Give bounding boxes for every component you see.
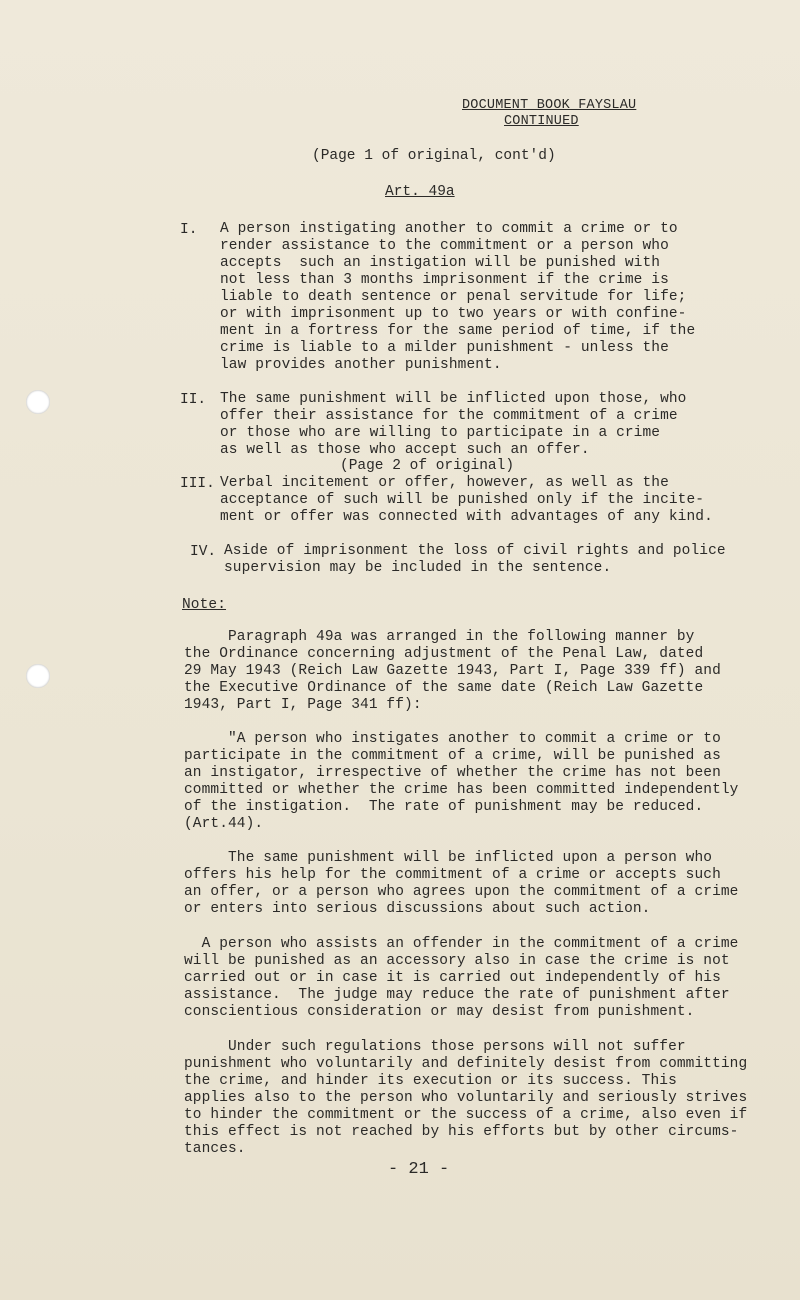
- article-title: Art. 49a: [385, 184, 455, 200]
- header-line-2: CONTINUED: [504, 114, 579, 129]
- text-line: liable to death sentence or penal servitude for life;: [220, 289, 687, 305]
- text-line: A person who assists an offender in the commitment of a crime: [184, 936, 739, 952]
- punch-hole: [26, 390, 50, 414]
- text-line: ment or offer was connected with advantages of any kind.: [220, 509, 713, 525]
- text-line: or with imprisonment up to two years or with confine-: [220, 306, 687, 322]
- text-line: law provides another punishment.: [220, 357, 502, 373]
- text-line: this effect is not reached by his efforts but by other circums-: [184, 1124, 739, 1140]
- text-line: offers his help for the commitment of a crime or accepts such: [184, 867, 721, 883]
- text-line: supervision may be included in the sentence.: [224, 560, 612, 576]
- section-numeral: III.: [180, 476, 215, 492]
- section-numeral: I.: [180, 222, 198, 238]
- text-line: tances.: [184, 1141, 246, 1157]
- text-line: Verbal incitement or offer, however, as well as the: [220, 475, 669, 491]
- text-line: 1943, Part I, Page 341 ff):: [184, 697, 422, 713]
- text-line: accepts such an instigation will be punished with: [220, 255, 661, 271]
- page-2-reference: (Page 2 of original): [340, 458, 515, 474]
- text-line: committed or whether the crime has been committed independently: [184, 782, 739, 798]
- section-numeral: IV.: [190, 544, 217, 560]
- text-line: an offer, or a person who agrees upon the commitment of a crime: [184, 884, 739, 900]
- text-line: of the instigation. The rate of punishment may be reduced.: [184, 799, 704, 815]
- text-line: the Executive Ordinance of the same date (Reich Law Gazette: [184, 680, 704, 696]
- text-line: or those who are willing to participate in a crime: [220, 425, 661, 441]
- note-heading: Note:: [182, 597, 227, 613]
- text-line: Paragraph 49a was arranged in the following manner by: [184, 629, 695, 645]
- text-line: the Ordinance concerning adjustment of the Penal Law, dated: [184, 646, 704, 662]
- text-line: acceptance of such will be punished only if the incite-: [220, 492, 705, 508]
- text-line: ment in a fortress for the same period of time, if the: [220, 323, 696, 339]
- text-line: The same punishment will be inflicted upon a person who: [184, 850, 713, 866]
- text-line: carried out or in case it is carried out independently of his: [184, 970, 721, 986]
- page-number: - 21 -: [388, 1160, 450, 1179]
- text-line: an instigator, irrespective of whether the crime has not been: [184, 765, 721, 781]
- text-line: to hinder the commitment or the success of a crime, also even if: [184, 1107, 748, 1123]
- header-line-1: DOCUMENT BOOK FAYSLAU: [462, 98, 637, 113]
- text-line: Under such regulations those persons will not suffer: [184, 1039, 686, 1055]
- text-line: Aside of imprisonment the loss of civil rights and police: [224, 543, 726, 559]
- punch-hole: [26, 664, 50, 688]
- text-line: the crime, and hinder its execution or its success. This: [184, 1073, 677, 1089]
- text-line: (Art.44).: [184, 816, 264, 832]
- text-line: A person instigating another to commit a crime or to: [220, 221, 678, 237]
- page-reference: (Page 1 of original, cont'd): [312, 148, 556, 164]
- text-line: The same punishment will be inflicted upon those, who: [220, 391, 687, 407]
- section-numeral: II.: [180, 392, 207, 408]
- text-line: conscientious consideration or may desist from punishment.: [184, 1004, 695, 1020]
- text-line: applies also to the person who voluntarily and seriously strives: [184, 1090, 748, 1106]
- text-line: assistance. The judge may reduce the rate of punishment after: [184, 987, 730, 1003]
- text-line: not less than 3 months imprisonment if the crime is: [220, 272, 669, 288]
- text-line: or enters into serious discussions about such action.: [184, 901, 651, 917]
- text-line: participate in the commitment of a crime, will be punished as: [184, 748, 721, 764]
- text-line: "A person who instigates another to commit a crime or to: [184, 731, 721, 747]
- text-line: offer their assistance for the commitment of a crime: [220, 408, 678, 424]
- text-line: punishment who voluntarily and definitely desist from committing: [184, 1056, 748, 1072]
- text-line: will be punished as an accessory also in case the crime is not: [184, 953, 730, 969]
- text-line: 29 May 1943 (Reich Law Gazette 1943, Part I, Page 339 ff) and: [184, 663, 721, 679]
- text-line: as well as those who accept such an offer.: [220, 442, 590, 458]
- text-line: crime is liable to a milder punishment - unless the: [220, 340, 669, 356]
- text-line: render assistance to the commitment or a person who: [220, 238, 669, 254]
